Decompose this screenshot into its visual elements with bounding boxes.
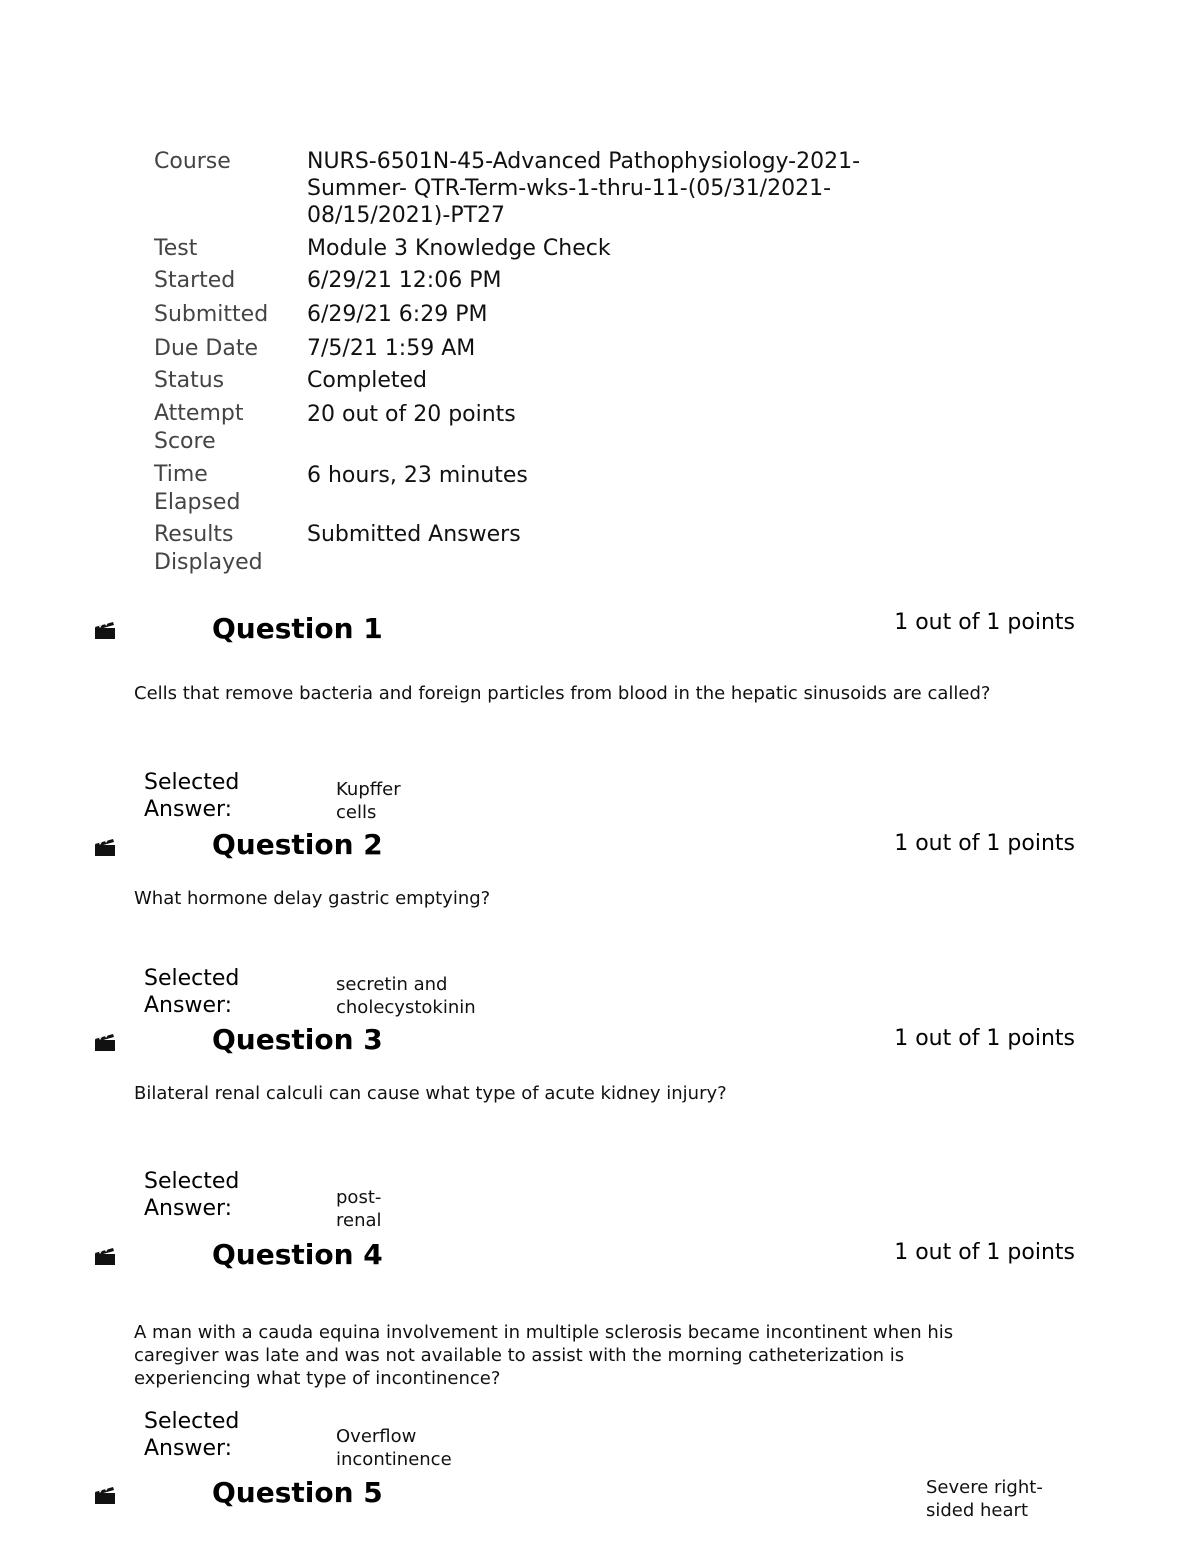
test-value: Module 3 Knowledge Check (307, 236, 611, 261)
submitted-label: Submitted (154, 302, 269, 327)
clapperboard-icon (94, 620, 116, 640)
question-title: Question 2 (212, 828, 383, 861)
selected-answer-label: Selected Answer: (144, 1409, 240, 1461)
question-title: Question 1 (212, 612, 383, 645)
selected-answer-value: Kupffer cells (336, 779, 401, 823)
selected-answer-label: Selected Answer: (144, 1169, 240, 1221)
course-label: Course (154, 149, 231, 174)
clapperboard-icon (94, 1032, 116, 1052)
selected-answer-label: Selected Answer: (144, 770, 240, 822)
clapperboard-icon (94, 1246, 116, 1266)
started-value: 6/29/21 12:06 PM (307, 268, 502, 293)
question-points: 1 out of 1 points (894, 1240, 1075, 1265)
submitted-value: 6/29/21 6:29 PM (307, 302, 488, 327)
status-label: Status (154, 368, 225, 393)
question-text: What hormone delay gastric emptying? (134, 888, 491, 909)
selected-answer-value: Severe right-sided heart (926, 1477, 1043, 1521)
question-title: Question 5 (212, 1476, 383, 1509)
results-displayed-label: Results Displayed (154, 522, 263, 575)
clapperboard-icon (94, 1485, 116, 1505)
started-label: Started (154, 268, 236, 293)
selected-answer-value: post-renal (336, 1187, 382, 1231)
status-value: Completed (307, 368, 427, 393)
question-text: A man with a cauda equina involvement in multiple sclerosis became incontinent when his caregiver was late and was not available to assist with the morning catheterization is experiencing what type of incontinence? (134, 1322, 954, 1389)
course-value: NURS-6501N-45-Advanced Pathophysiology-2021-Summer- QTR-Term-wks-1-thru-11-(05/31/2021-08/15/2021)-PT27 (307, 149, 861, 228)
question-points: 1 out of 1 points (894, 831, 1075, 856)
question-title: Question 3 (212, 1023, 383, 1056)
attempt-score-value: 20 out of 20 points (307, 402, 516, 427)
clapperboard-icon (94, 837, 116, 857)
due-date-label: Due Date (154, 336, 258, 361)
selected-answer-value: secretin and cholecystokinin (336, 974, 476, 1018)
selected-answer-label: Selected Answer: (144, 966, 240, 1018)
question-points: 1 out of 1 points (894, 1026, 1075, 1051)
test-label: Test (154, 236, 198, 261)
question-text: Cells that remove bacteria and foreign particles from blood in the hepatic sinusoids are called? (134, 683, 991, 704)
question-points: 1 out of 1 points (894, 610, 1075, 635)
time-elapsed-label: Time Elapsed (154, 462, 241, 515)
selected-answer-value: Overflow incontinence (336, 1426, 452, 1470)
question-text: Bilateral renal calculi can cause what type of acute kidney injury? (134, 1083, 727, 1104)
results-displayed-value: Submitted Answers (307, 522, 521, 547)
question-title: Question 4 (212, 1238, 383, 1271)
attempt-score-label: Attempt Score (154, 401, 244, 454)
due-date-value: 7/5/21 1:59 AM (307, 336, 476, 361)
time-elapsed-value: 6 hours, 23 minutes (307, 463, 528, 488)
